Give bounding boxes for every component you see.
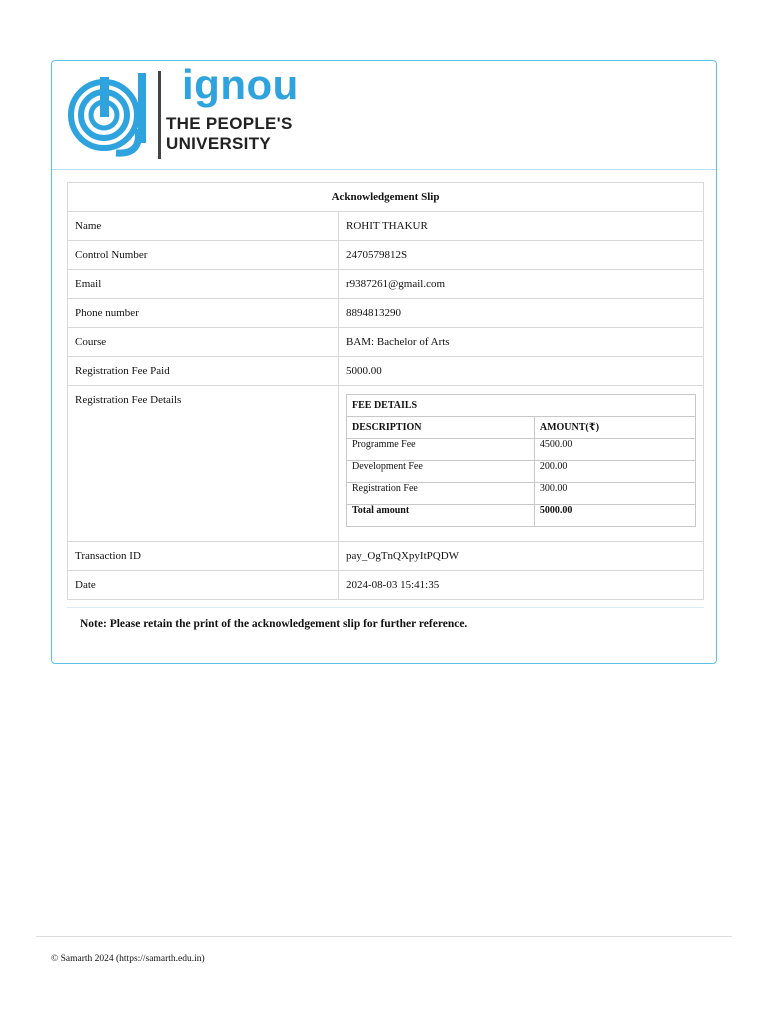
table-row bbox=[68, 328, 704, 357]
ignou-emblem-icon bbox=[66, 69, 156, 161]
row-label-course: Course bbox=[68, 328, 339, 357]
row-label-fee-details: Registration Fee Details bbox=[68, 386, 339, 542]
row-value-transaction-id: pay_OgTnQXpyItPQDW bbox=[339, 542, 704, 571]
row-label-fee-paid: Registration Fee Paid bbox=[68, 357, 339, 386]
table-row bbox=[68, 386, 704, 542]
acknowledgement-card bbox=[51, 60, 717, 664]
table-row bbox=[68, 542, 704, 571]
row-value-control-number: 2470579812S bbox=[339, 241, 704, 270]
table-row bbox=[68, 571, 704, 600]
fee-amount: 4500.00 bbox=[534, 439, 695, 461]
row-label-phone: Phone number bbox=[68, 299, 339, 328]
fee-col-amount: AMOUNT(₹) bbox=[534, 417, 695, 439]
row-value-date: 2024-08-03 15:41:35 bbox=[339, 571, 704, 600]
table-row bbox=[68, 212, 704, 241]
row-label-date: Date bbox=[68, 571, 339, 600]
fee-total-amount: 5000.00 bbox=[534, 505, 695, 527]
row-label-control-number: Control Number bbox=[68, 241, 339, 270]
fee-details-table bbox=[346, 394, 696, 527]
fee-description: Development Fee bbox=[347, 461, 535, 483]
header bbox=[52, 61, 716, 170]
footer-copyright: © Samarth 2024 (https://samarth.edu.in) bbox=[51, 954, 205, 964]
table-row bbox=[68, 241, 704, 270]
row-label-transaction-id: Transaction ID bbox=[68, 542, 339, 571]
row-value-email: r9387261@gmail.com bbox=[339, 270, 704, 299]
footer-divider bbox=[36, 936, 732, 937]
logo-brand: ignou bbox=[182, 61, 299, 108]
slip-title: Acknowledgement Slip bbox=[68, 183, 704, 212]
row-label-name: Name bbox=[68, 212, 339, 241]
fee-details-heading: FEE DETAILS bbox=[347, 395, 696, 417]
ignou-logo bbox=[66, 61, 299, 161]
fee-amount: 300.00 bbox=[534, 483, 695, 505]
fee-row bbox=[347, 461, 696, 483]
fee-col-description: DESCRIPTION bbox=[347, 417, 535, 439]
row-value-phone: 8894813290 bbox=[339, 299, 704, 328]
retain-note: Note: Please retain the print of the acknowledgement slip for further reference. bbox=[67, 607, 704, 641]
row-value-course: BAM: Bachelor of Arts bbox=[339, 328, 704, 357]
table-row bbox=[68, 270, 704, 299]
row-value-name: ROHIT THAKUR bbox=[339, 212, 704, 241]
table-row bbox=[68, 299, 704, 328]
fee-details-cell bbox=[339, 386, 704, 542]
fee-row bbox=[347, 439, 696, 461]
fee-total-label: Total amount bbox=[347, 505, 535, 527]
fee-amount: 200.00 bbox=[534, 461, 695, 483]
row-value-fee-paid: 5000.00 bbox=[339, 357, 704, 386]
logo-divider bbox=[158, 71, 161, 159]
logo-tagline-1: THE PEOPLE'S bbox=[166, 114, 293, 133]
fee-total-row bbox=[347, 505, 696, 527]
fee-description: Programme Fee bbox=[347, 439, 535, 461]
acknowledgement-table bbox=[67, 182, 704, 600]
fee-row bbox=[347, 483, 696, 505]
fee-description: Registration Fee bbox=[347, 483, 535, 505]
logo-tagline-2: UNIVERSITY bbox=[166, 134, 272, 153]
table-row bbox=[68, 357, 704, 386]
row-label-email: Email bbox=[68, 270, 339, 299]
